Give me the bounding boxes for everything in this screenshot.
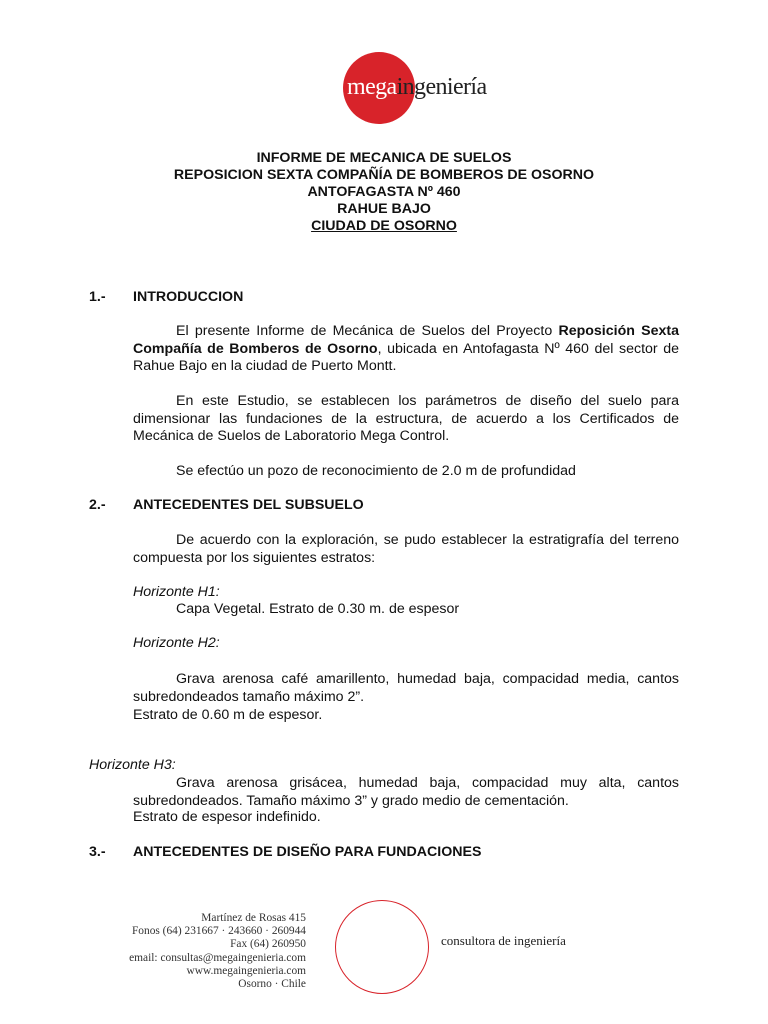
section-3-title: ANTECEDENTES DE DISEÑO PARA FUNDACIONES bbox=[133, 844, 482, 860]
horizon-h2-label: Horizonte H2: bbox=[133, 635, 220, 651]
footer-phones: Fonos (64) 231667 · 243660 · 260944 bbox=[131, 925, 306, 938]
logo-wordmark bbox=[347, 74, 487, 101]
horizon-h1-label: Horizonte H1: bbox=[133, 584, 220, 600]
company-logo bbox=[343, 52, 518, 126]
horizon-h3-thickness: Estrato de espesor indefinido. bbox=[133, 809, 321, 825]
section-1-paragraph-2 bbox=[133, 393, 679, 446]
section-3-number: 3.- bbox=[89, 844, 106, 860]
study-text: En este Estudio, se establecen los parámetros de diseño del suelo para dimensionar las fundaciones de la estructura, de acuerdo a los Certificados de Mecánica de Suelos de Laboratorio Mega Control. bbox=[133, 393, 679, 444]
footer-website: www.megaingenieria.com bbox=[186, 964, 306, 977]
logo-text-ingenieria: ingeniería bbox=[396, 74, 487, 100]
section-1-title: INTRODUCCION bbox=[133, 289, 244, 305]
horizon-h1-text: Capa Vegetal. Estrato de 0.30 m. de espesor bbox=[176, 601, 460, 617]
section-1-paragraph-3 bbox=[133, 463, 679, 481]
horizon-h3-text bbox=[133, 775, 679, 810]
title-line-3: ANTOFAGASTA Nº 460 bbox=[307, 184, 461, 200]
section-1-paragraph-1 bbox=[133, 323, 679, 376]
horizon-h2-text bbox=[133, 671, 679, 706]
footer-address-block bbox=[100, 912, 306, 991]
horizon-h2-description: Grava arenosa café amarillento, humedad baja, compacidad media, cantos subredondeados tamaño máximo 2”. bbox=[133, 671, 679, 705]
horizon-h3-description: Grava arenosa grisácea, humedad baja, compacidad muy alta, cantos subredondeados. Tamaño máximo 3” y grado medio de cementación. bbox=[133, 775, 679, 809]
section-2-title: ANTECEDENTES DEL SUBSUELO bbox=[133, 497, 364, 513]
title-line-4: RAHUE BAJO bbox=[337, 201, 431, 217]
logo-text-mega: mega bbox=[347, 74, 397, 100]
horizon-h3-label: Horizonte H3: bbox=[89, 757, 176, 773]
project-name: Reposición Sexta Compañía de Bomberos de Osorno bbox=[133, 323, 679, 357]
title-line-5: CIUDAD DE OSORNO bbox=[311, 218, 457, 234]
horizon-h2-thickness: Estrato de 0.60 m de espesor. bbox=[133, 707, 323, 723]
section-2-paragraph-1 bbox=[133, 532, 679, 567]
footer-email: email: consultas@megaingenieria.com bbox=[129, 951, 306, 964]
pozo-text: Se efectúo un pozo de reconocimiento de 2.0 m de profundidad bbox=[176, 463, 576, 479]
intro-text-a: El presente Informe de Mecánica de Suelos del Proyecto bbox=[176, 323, 559, 339]
footer-circle-icon bbox=[335, 900, 429, 994]
footer-tagline: consultora de ingeniería bbox=[441, 933, 566, 948]
footer-street: Martínez de Rosas 415 bbox=[201, 912, 306, 924]
title-line-1: INFORME DE MECANICA DE SUELOS bbox=[256, 150, 512, 166]
footer-city: Osorno · Chile bbox=[238, 978, 306, 991]
section-1-number: 1.- bbox=[89, 289, 106, 305]
footer-fax: Fax (64) 260950 bbox=[230, 938, 306, 951]
section-2-number: 2.- bbox=[89, 497, 106, 513]
exploration-text: De acuerdo con la exploración, se pudo establecer la estratigrafía del terreno compuesta por los siguientes estratos: bbox=[133, 532, 679, 566]
intro-text-b: , ubicada en Antofagasta Nº 460 del sector de Rahue Bajo en la ciudad de Puerto Montt. bbox=[133, 340, 680, 374]
title-line-2: REPOSICION SEXTA COMPAÑÍA DE BOMBEROS DE OSORNO bbox=[173, 167, 595, 183]
document-title-block bbox=[0, 150, 768, 235]
